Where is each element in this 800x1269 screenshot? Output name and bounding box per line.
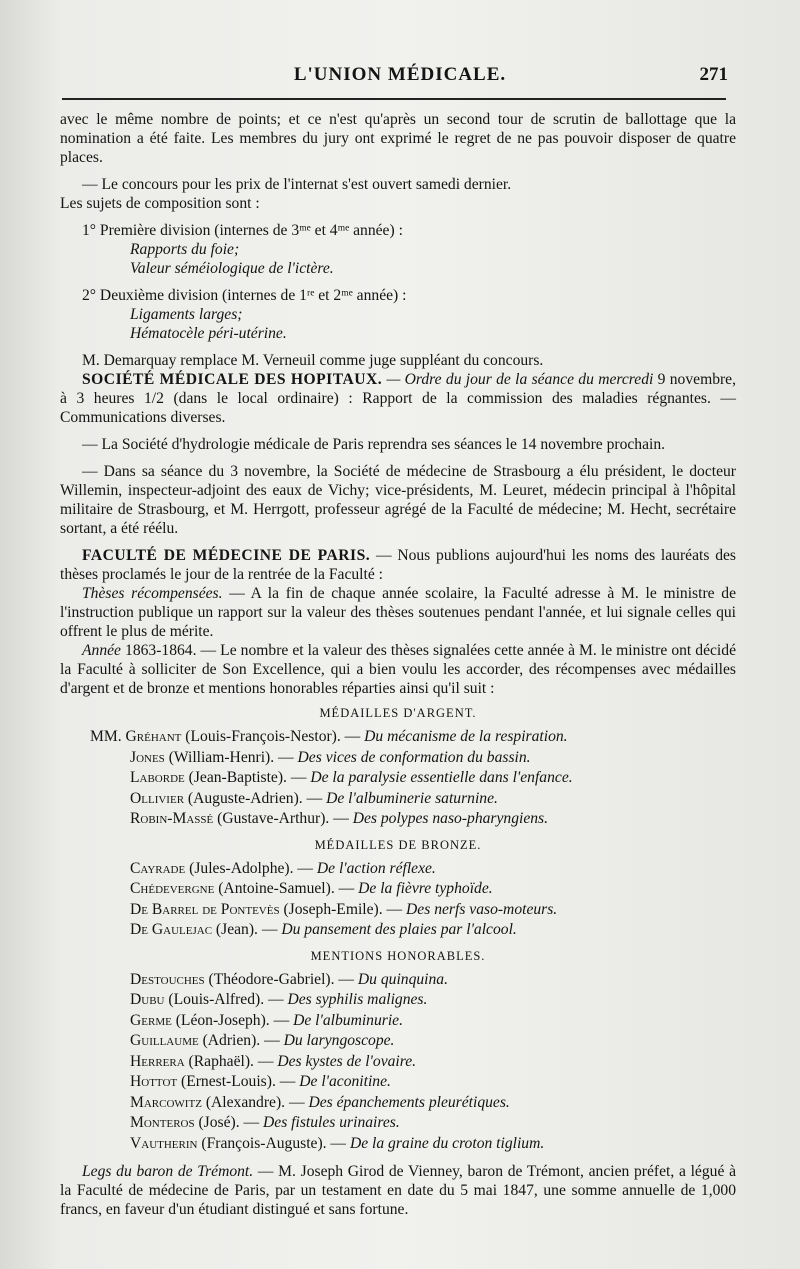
list-item: Cayrade (Jules-Adolphe). — De l'action réflexe. bbox=[130, 859, 436, 877]
list-item: Laborde (Jean-Baptiste). — De la paralysie essentielle dans l'enfance. bbox=[130, 769, 573, 786]
honorable-mentions-list bbox=[60, 970, 736, 1155]
page-header bbox=[60, 64, 740, 92]
list-item: Dubu (Louis-Alfred). — Des syphilis malignes. bbox=[130, 991, 428, 1008]
page-title: L'UNION MÉDICALE. bbox=[293, 64, 507, 85]
paragraph-subjects: Les sujets de composition sont : bbox=[60, 195, 260, 212]
header-rule bbox=[62, 98, 726, 100]
paragraph-annee: Année 1863-1864. — Le nombre et la valeur des thèses signalées cette année à M. le ministre ont décidé la Faculté à solliciter de Son Excellence, qui a bien voulu les accorder, des récompenses avec médailles d'argent et de bronze et mentions honorables réparties ainsi qu'il suit : bbox=[60, 642, 736, 697]
paragraph-societe-hopitaux: SOCIÉTÉ MÉDICALE DES HOPITAUX. — Ordre du jour de la séance du mercredi 9 novembre, à 3 heures 1/2 (dans le local ordinaire) : Rapport de la commission des maladies régnantes. — Communications diverses. bbox=[60, 371, 737, 426]
subject-2: Valeur séméiologique de l'ictère. bbox=[130, 260, 334, 277]
paragraph-theses: Thèses récompensées. — A la fin de chaque année scolaire, la Faculté adresse à M. le ministre de l'instruction publique un rapport sur la valeur des thèses soutenues pendant l'année, et lui signale celles qui offrent le plus de mérite. bbox=[60, 585, 736, 640]
paragraph-demarquay: M. Demarquay remplace M. Verneuil comme juge suppléant du concours. bbox=[82, 352, 544, 369]
silver-medals-list bbox=[60, 727, 736, 830]
section-title: MENTIONS HONORABLES. bbox=[310, 948, 486, 963]
list-item: Guillaume (Adrien). — Du laryngoscope. bbox=[130, 1032, 395, 1049]
list-item: Jones (William-Henri). — Des vices de conformation du bassin. bbox=[130, 748, 531, 766]
list-item: Chédevergne (Antoine-Samuel). — De la fièvre typhoïde. bbox=[130, 880, 493, 897]
first-division: 1° Première division (internes de 3ᵐᵉ et 4ᵐᵉ année) : bbox=[82, 222, 403, 239]
section-title: MÉDAILLES D'ARGENT. bbox=[319, 706, 477, 720]
paragraph-internat: — Le concours pour les prix de l'internat s'est ouvert samedi dernier. bbox=[82, 176, 512, 193]
list-item: Monteros (José). — Des fistules urinaires. bbox=[130, 1114, 400, 1131]
list-item: Ollivier (Auguste-Adrien). — De l'albuminerie saturnine. bbox=[130, 789, 498, 807]
section-heading-faculte: FACULTÉ DE MÉDECINE DE PARIS. bbox=[82, 547, 371, 564]
subject-1: Rapports du foie; bbox=[130, 241, 240, 258]
list-item: MM. Gréhant (Louis-François-Nestor). — Du mécanisme de la respiration. bbox=[90, 728, 568, 745]
section-heading-societe: SOCIÉTÉ MÉDICALE DES HOPITAUX. bbox=[82, 371, 383, 388]
list-item: Herrera (Raphaël). — Des kystes de l'ovaire. bbox=[130, 1052, 417, 1070]
paragraph-jury: avec le même nombre de points; et ce n'est qu'après un second tour de scrutin de ballottage que la nomination a été faite. Les membres du jury ont exprimé le regret de ne pas pouvoir disposer de quatre places. bbox=[60, 111, 736, 166]
second-division: 2° Deuxième division (internes de 1ʳᵉ et 2ᵐᵉ année) : bbox=[82, 287, 407, 304]
list-item: De Barrel de Pontevès (Joseph-Emile). — Des nerfs vaso-moteurs. bbox=[130, 900, 558, 918]
paragraph-strasbourg: — Dans sa séance du 3 novembre, la Société de médecine de Strasbourg a élu président, le docteur Willemin, inspecteur-adjoint des eaux de Vichy; vice-présidents, M. Leuret, médecin principal à l'hôpital militaire de Strasbourg, et M. Herrgott, professeur agrégé de la Faculté de médecine; M. Hecht, secrétaire sortant, a été réélu. bbox=[60, 463, 736, 537]
paragraph-faculte: FACULTÉ DE MÉDECINE DE PARIS. — Nous publions aujourd'hui les noms des lauréats des thèses proclamés le jour de la rentrée de la Faculté : bbox=[60, 547, 736, 583]
page-number: 271 bbox=[699, 64, 728, 85]
list-item: Vautherin (François-Auguste). — De la graine du croton tiglium. bbox=[130, 1134, 545, 1152]
paragraph-legs: Legs du baron de Trémont. — M. Joseph Girod de Vienney, baron de Trémont, ancien préfet, a légué à la Faculté de médecine de Paris, par un testament en date du 5 mai 1847, une somme annuelle de 1,000 francs, en faveur d'un étudiant distingué et sans fortune. bbox=[60, 1163, 736, 1218]
list-item: Hottot (Ernest-Louis). — De l'aconitine. bbox=[130, 1073, 391, 1090]
article-body bbox=[60, 110, 736, 1219]
list-item: De Gaulejac (Jean). — Du pansement des plaies par l'alcool. bbox=[130, 921, 517, 938]
bronze-medals-list bbox=[60, 859, 736, 941]
subject-3: Ligaments larges; bbox=[130, 306, 243, 323]
section-title: MÉDAILLES DE BRONZE. bbox=[314, 837, 482, 852]
subject-4: Hématocèle péri-utérine. bbox=[130, 325, 287, 342]
list-item: Robin-Massé (Gustave-Arthur). — Des polypes naso-pharyngiens. bbox=[130, 810, 549, 827]
list-item: Marcowitz (Alexandre). — Des épanchements pleurétiques. bbox=[130, 1093, 510, 1111]
list-item: Destouches (Théodore-Gabriel). — Du quinquina. bbox=[130, 970, 449, 988]
list-item: Germe (Léon-Joseph). — De l'albuminurie. bbox=[130, 1011, 403, 1029]
paragraph-hydrologie: — La Société d'hydrologie médicale de Paris reprendra ses séances le 14 novembre prochain. bbox=[82, 436, 666, 453]
